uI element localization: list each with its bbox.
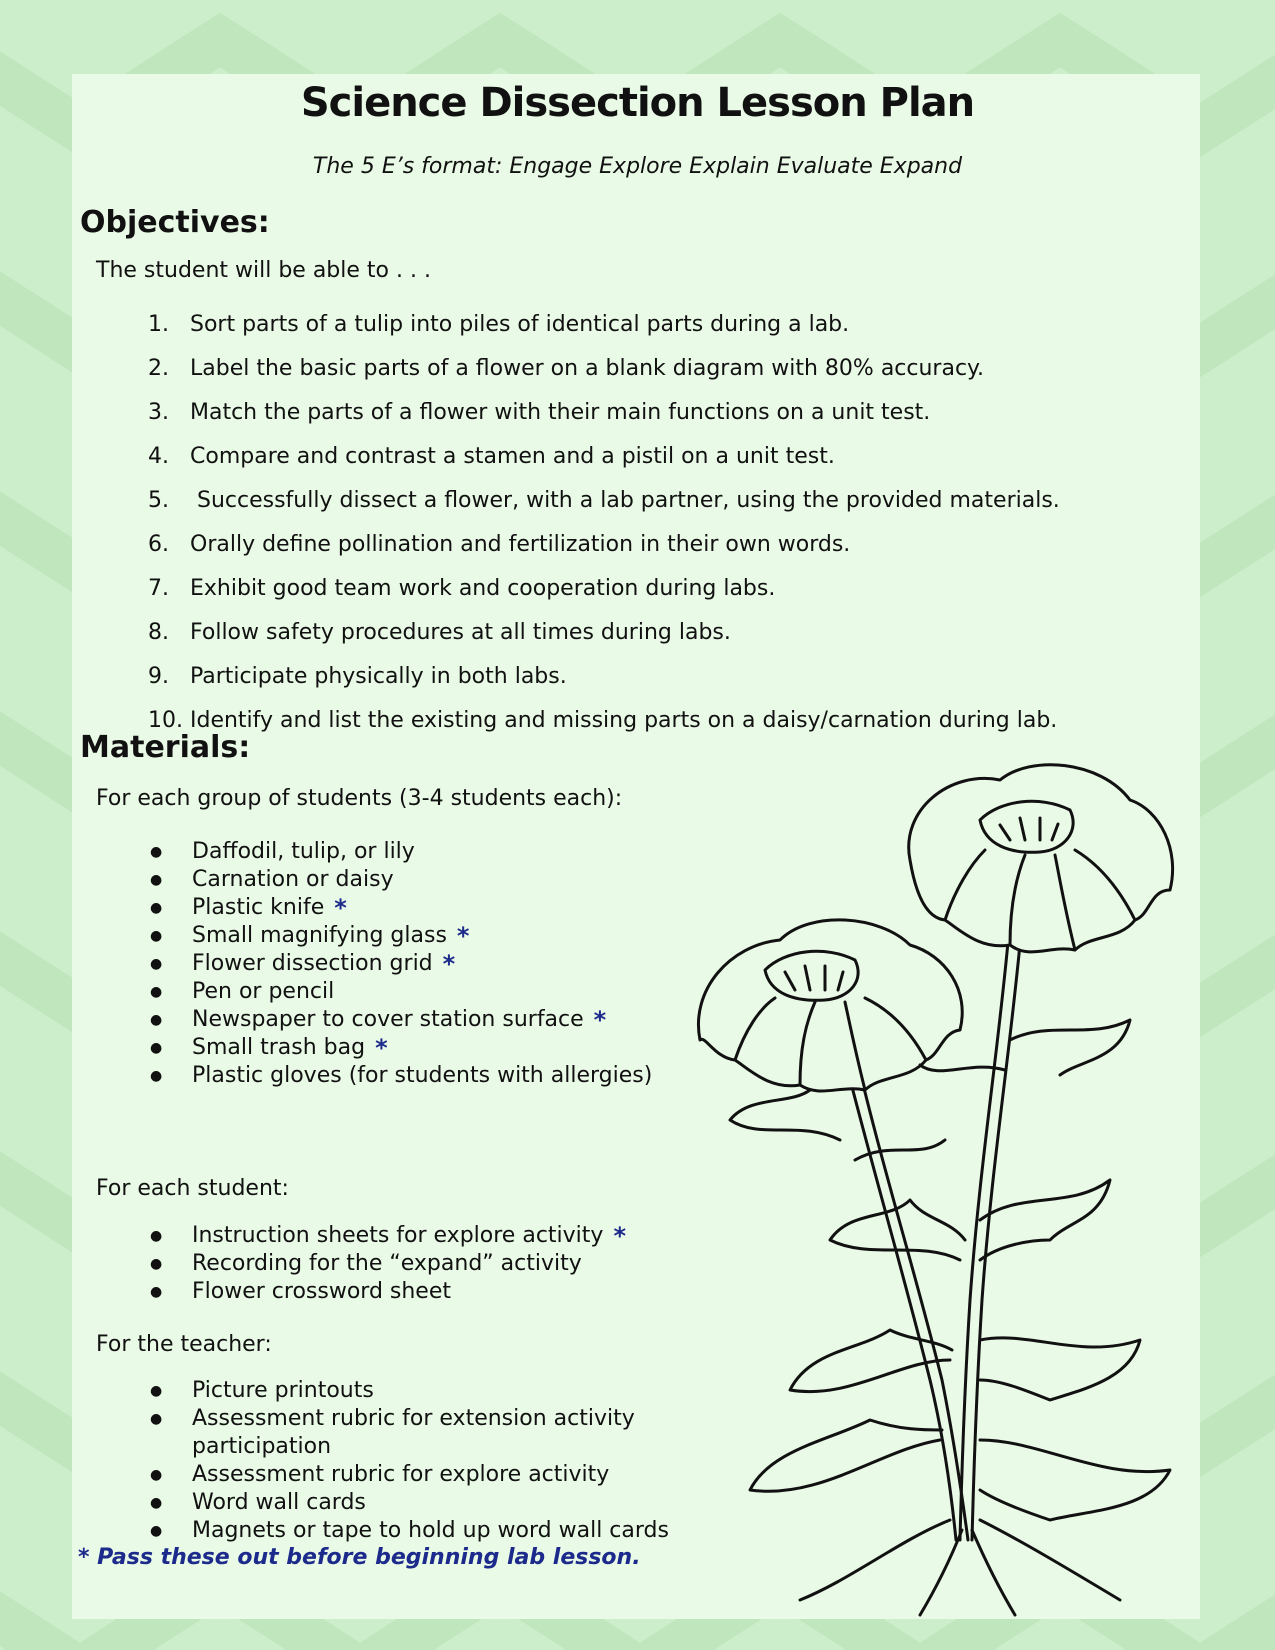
objective-item bbox=[148, 576, 1198, 620]
objective-text: Participate physically in both labs. bbox=[190, 664, 567, 689]
page-title: Science Dissection Lesson Plan bbox=[300, 80, 975, 126]
list-item bbox=[150, 1250, 710, 1278]
list-item bbox=[150, 1405, 710, 1461]
bullet: ● bbox=[150, 984, 163, 1000]
objective-number: 2. bbox=[148, 356, 169, 381]
objective-item bbox=[148, 356, 1198, 400]
item-text: Plastic gloves (for students with allergies) bbox=[192, 1063, 653, 1088]
list-item bbox=[150, 1006, 710, 1034]
item-text: Daffodil, tulip, or lily bbox=[192, 839, 415, 864]
objective-number: 6. bbox=[148, 532, 169, 557]
item-text: Pen or pencil bbox=[192, 979, 335, 1004]
objective-number: 4. bbox=[148, 444, 169, 469]
objective-text: Compare and contrast a stamen and a pistil on a unit test. bbox=[190, 444, 835, 469]
teacher-materials-label: For the teacher: bbox=[96, 1332, 272, 1357]
objective-text: Orally define pollination and fertilization in their own words. bbox=[190, 532, 851, 557]
bullet: ● bbox=[150, 1228, 163, 1244]
item-text: Assessment rubric for extension activity participation bbox=[192, 1406, 635, 1459]
bullet: ● bbox=[150, 844, 163, 860]
list-item bbox=[150, 1062, 710, 1090]
bullet: ● bbox=[150, 928, 163, 944]
objective-text: Follow safety procedures at all times during labs. bbox=[190, 620, 731, 645]
group-materials-label: For each group of students (3-4 students each): bbox=[96, 786, 623, 811]
flower-illustration bbox=[680, 740, 1200, 1620]
asterisk-marker: * bbox=[375, 1034, 388, 1062]
footnote: * Pass these out before beginning lab lesson. bbox=[78, 1545, 641, 1570]
objective-item bbox=[148, 664, 1198, 708]
objective-number: 5. bbox=[148, 488, 169, 513]
objective-text: Exhibit good team work and cooperation during labs. bbox=[190, 576, 776, 601]
bullet: ● bbox=[150, 1256, 163, 1272]
bullet: ● bbox=[150, 1383, 163, 1399]
list-item bbox=[150, 838, 710, 866]
item-text: Recording for the “expand” activity bbox=[192, 1251, 582, 1276]
teacher-materials-list bbox=[150, 1377, 710, 1545]
group-materials-list bbox=[150, 838, 710, 1090]
bullet: ● bbox=[150, 1040, 163, 1056]
list-item bbox=[150, 1461, 710, 1489]
item-text: Small trash bag bbox=[192, 1035, 366, 1060]
item-text: Magnets or tape to hold up word wall cards bbox=[192, 1518, 669, 1543]
item-text: Word wall cards bbox=[192, 1490, 366, 1515]
page-subtitle: The 5 E’s format: Engage Explore Explain Evaluate Expand bbox=[312, 154, 963, 179]
asterisk-marker: * bbox=[442, 950, 456, 978]
bullet: ● bbox=[150, 1411, 163, 1427]
list-item bbox=[150, 894, 710, 922]
objective-number: 7. bbox=[148, 576, 169, 601]
objective-number: 3. bbox=[148, 400, 169, 425]
item-text: Picture printouts bbox=[192, 1378, 374, 1403]
bullet: ● bbox=[150, 1284, 163, 1300]
objective-number: 1. bbox=[148, 312, 169, 337]
bullet: ● bbox=[150, 1495, 163, 1511]
bullet: ● bbox=[150, 1523, 163, 1539]
bullet: ● bbox=[150, 956, 163, 972]
list-item bbox=[150, 1034, 710, 1062]
objective-text: Sort parts of a tulip into piles of identical parts during a lab. bbox=[190, 312, 850, 337]
list-item bbox=[150, 1377, 710, 1405]
list-item bbox=[150, 1489, 710, 1517]
bullet: ● bbox=[150, 1012, 163, 1028]
list-item bbox=[150, 950, 710, 978]
bullet: ● bbox=[150, 900, 163, 916]
item-text: Instruction sheets for explore activity bbox=[192, 1223, 604, 1248]
objective-item bbox=[148, 400, 1198, 444]
asterisk-marker: * bbox=[613, 1222, 626, 1250]
asterisk-marker: * bbox=[334, 894, 347, 922]
objective-text: Successfully dissect a flower, with a lab partner, using the provided materials. bbox=[190, 488, 1060, 513]
objective-item bbox=[148, 532, 1198, 576]
student-materials-list bbox=[150, 1222, 710, 1306]
objectives-list bbox=[148, 312, 1198, 752]
bullet: ● bbox=[150, 1068, 163, 1084]
objective-item bbox=[148, 444, 1198, 488]
asterisk-marker: * bbox=[593, 1006, 607, 1034]
materials-heading: Materials: bbox=[80, 730, 251, 765]
objectives-intro: The student will be able to . . . bbox=[96, 258, 431, 283]
objective-text: Identify and list the existing and missing parts on a daisy/carnation during lab. bbox=[190, 708, 1058, 733]
objective-text: Label the basic parts of a flower on a blank diagram with 80% accuracy. bbox=[190, 356, 984, 381]
list-item bbox=[150, 978, 710, 1006]
item-text: Flower crossword sheet bbox=[192, 1279, 452, 1304]
objectives-heading: Objectives: bbox=[80, 205, 270, 240]
item-text: Plastic knife bbox=[192, 895, 325, 920]
item-text: Small magnifying glass bbox=[192, 923, 447, 948]
objective-item bbox=[148, 312, 1198, 356]
bullet: ● bbox=[150, 1467, 163, 1483]
bullet: ● bbox=[150, 872, 163, 888]
objective-number: 8. bbox=[148, 620, 169, 645]
list-item bbox=[150, 866, 710, 894]
item-text: Newspaper to cover station surface bbox=[192, 1007, 584, 1032]
item-text: Assessment rubric for explore activity bbox=[192, 1462, 610, 1487]
item-text: Carnation or daisy bbox=[192, 867, 394, 892]
list-item bbox=[150, 1517, 710, 1545]
asterisk-marker: * bbox=[456, 922, 470, 950]
objective-number: 9. bbox=[148, 664, 169, 689]
list-item bbox=[150, 1222, 710, 1250]
objective-item bbox=[148, 488, 1198, 532]
objective-text: Match the parts of a flower with their main functions on a unit test. bbox=[190, 400, 931, 425]
item-text: Flower dissection grid bbox=[192, 951, 433, 976]
student-materials-label: For each student: bbox=[96, 1176, 289, 1201]
list-item bbox=[150, 1278, 710, 1306]
list-item bbox=[150, 922, 710, 950]
objective-number: 10. bbox=[148, 708, 183, 733]
objective-item bbox=[148, 620, 1198, 664]
